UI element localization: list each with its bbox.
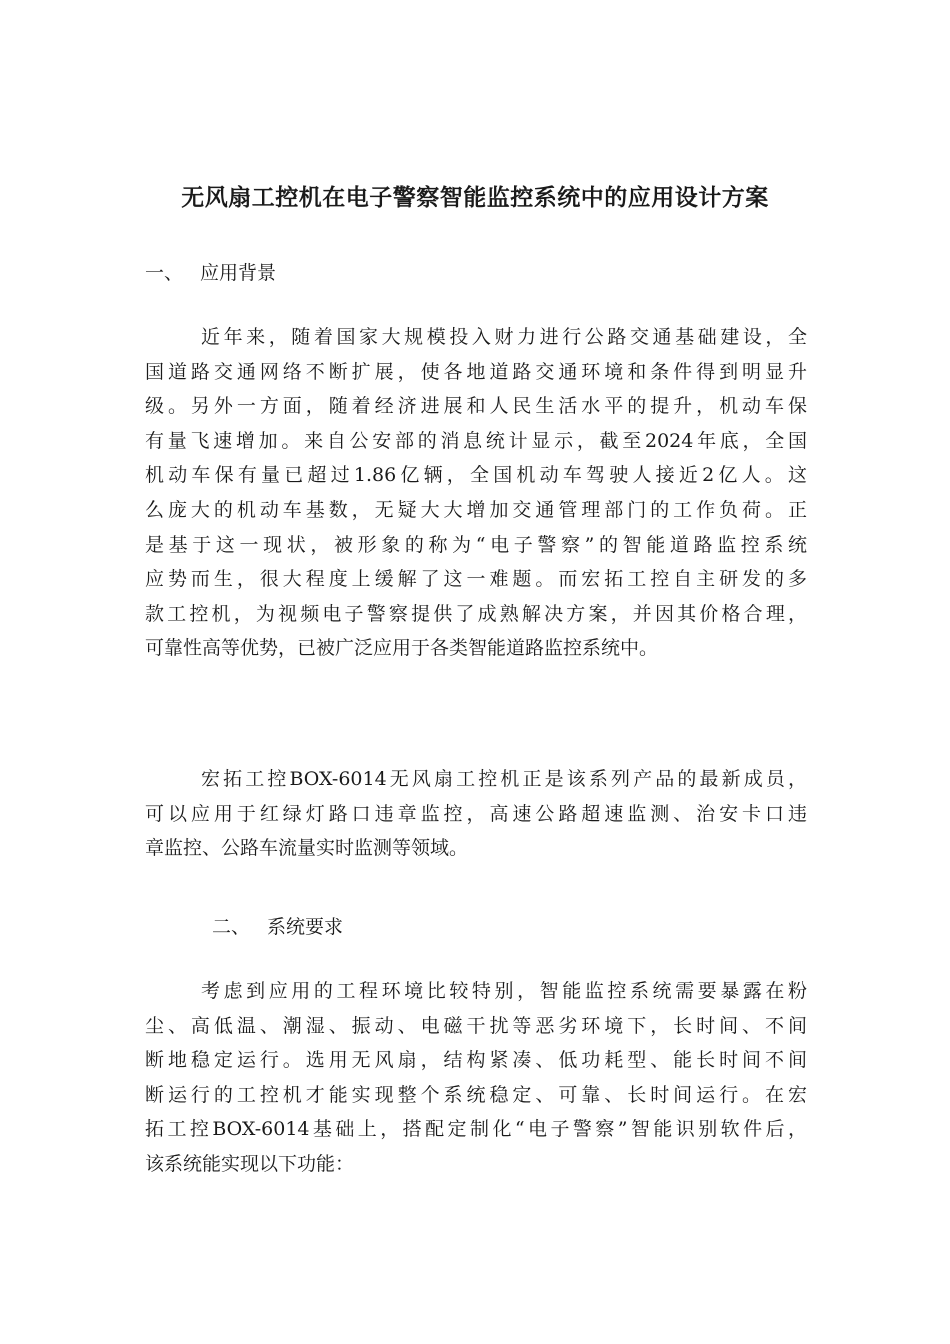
paragraph-line: 宏拓工控BOX-6014无风扇工控机正是该系列产品的最新成员， xyxy=(201,768,807,790)
paragraph-line: 国道路交通网络不断扩展，使各地道路交通环境和条件得到明显升 xyxy=(145,360,807,383)
paragraph-line: 拓工控BOX-6014基础上，搭配定制化“电子警察”智能识别软件后， xyxy=(145,1118,807,1141)
paragraph-line: 该系统能实现以下功能： xyxy=(145,1152,355,1175)
paragraph-line: 可靠性高等优势，已被广泛应用于各类智能道路监控系统中。 xyxy=(145,637,659,660)
paragraph-line: 断地稳定运行。选用无风扇，结构紧凑、低功耗型、能长时间不间 xyxy=(145,1049,807,1072)
paragraph-line: 款工控机，为视频电子警察提供了成熟解决方案，并因其价格合理， xyxy=(145,602,807,625)
paragraph-line: 应势而生，很大程度上缓解了这一难题。而宏拓工控自主研发的多 xyxy=(145,568,807,591)
section-title-1: 应用背景 xyxy=(200,262,277,284)
document-title: 无风扇工控机在电子警察智能监控系统中的应用设计方案 xyxy=(181,185,769,211)
paragraph-line: 尘、高低温、潮湿、振动、电磁干扰等恶劣环境下，长时间、不间 xyxy=(145,1014,807,1037)
paragraph-line: 是基于这一现状，被形象的称为“电子警察”的智能道路监控系统 xyxy=(145,533,807,556)
paragraph-1-2 xyxy=(145,762,807,866)
paragraph-1-1 xyxy=(145,320,807,666)
paragraph-line: 么庞大的机动车基数，无疑大大增加交通管理部门的工作负荷。正 xyxy=(145,498,807,521)
paragraph-line: 考虑到应用的工程环境比较特别，智能监控系统需要暴露在粉 xyxy=(201,980,807,1002)
paragraph-line: 断运行的工控机才能实现整个系统稳定、可靠、长时间运行。在宏 xyxy=(145,1083,807,1106)
paragraph-line: 有量飞速增加。来自公安部的消息统计显示，截至2024年底，全国 xyxy=(145,429,807,452)
paragraph-line: 近年来，随着国家大规模投入财力进行公路交通基础建设，全 xyxy=(201,326,807,348)
paragraph-2-1 xyxy=(145,974,807,1182)
paragraph-line: 章监控、公路车流量实时监测等领域。 xyxy=(145,837,469,860)
section-number-2: 二、 xyxy=(212,916,251,938)
paragraph-line: 级。另外一方面，随着经济进展和人民生活水平的提升，机动车保 xyxy=(145,395,807,418)
paragraph-line: 机动车保有量已超过1.86亿辆，全国机动车驾驶人接近2亿人。这 xyxy=(145,464,807,487)
section-heading-1 xyxy=(145,258,276,288)
paragraph-line: 可以应用于红绿灯路口违章监控，高速公路超速监测、治安卡口违 xyxy=(145,802,807,825)
section-heading-2 xyxy=(212,912,343,942)
section-title-2: 系统要求 xyxy=(267,916,344,938)
section-number-1: 一、 xyxy=(145,262,184,284)
